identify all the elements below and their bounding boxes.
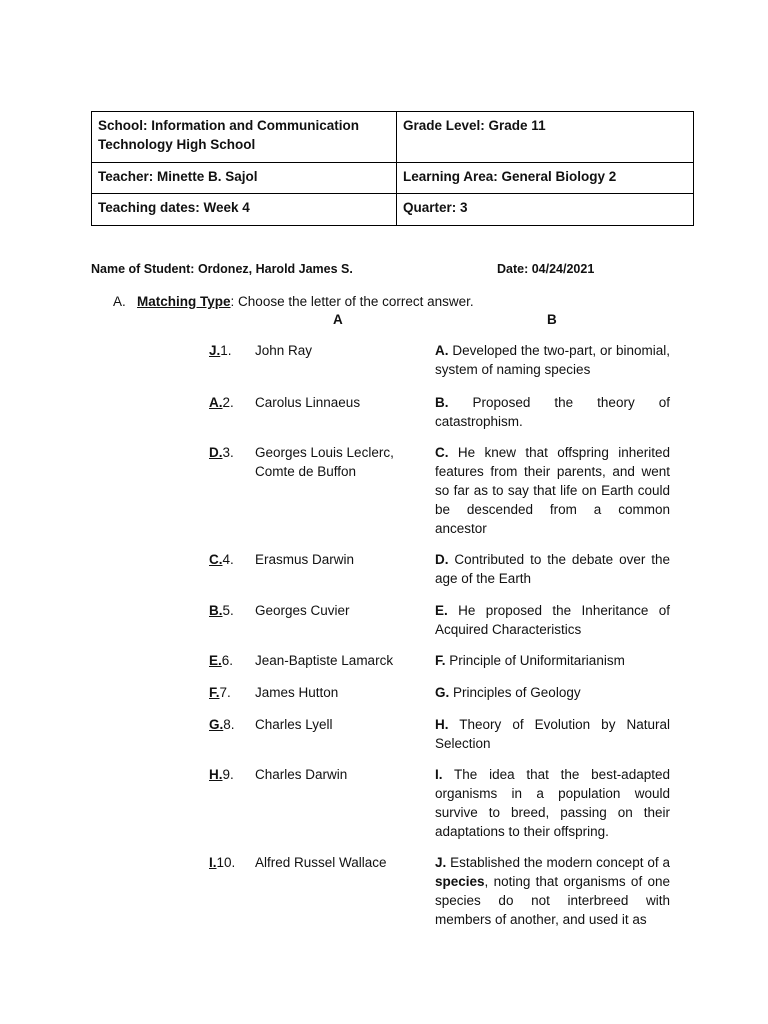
scientist-name: Alfred Russel Wallace (255, 855, 387, 870)
description-text: Theory of Evolution by Natural Selection (435, 717, 670, 751)
description-letter: C. (435, 445, 449, 460)
student-name: Name of Student: Ordonez, Harold James S. (91, 262, 353, 276)
answer-letter: B. (209, 603, 223, 618)
scientist-name: Charles Darwin (255, 767, 348, 782)
item-number: 7. (219, 685, 231, 700)
item-number: 5. (222, 603, 234, 618)
item-number: 9. (222, 767, 234, 782)
description (435, 550, 670, 588)
answer-letter: G. (209, 717, 224, 732)
scientist-name: John Ray (255, 343, 313, 358)
description (435, 765, 670, 841)
learning-area-cell: Learning Area: General Biology 2 (397, 163, 694, 194)
description-keyword: species (435, 874, 485, 889)
grade-level-cell: Grade Level: Grade 11 (397, 112, 694, 163)
description-letter: D. (435, 552, 449, 567)
description-letter: I. (435, 767, 443, 782)
scientist-name: Erasmus Darwin (255, 552, 355, 567)
item-number: 4. (222, 552, 234, 567)
description-letter: B. (435, 395, 449, 410)
section-instruction: : Choose the letter of the correct answer. (230, 294, 474, 309)
section-marker: A. (113, 294, 126, 309)
teaching-dates-cell: Teaching dates: Week 4 (92, 194, 397, 226)
section-heading (113, 294, 474, 309)
description (435, 341, 670, 379)
description-text: Developed the two-part, or binomial, system of naming species (435, 343, 670, 377)
description (435, 393, 670, 431)
item-number: 3. (222, 445, 234, 460)
column-b-heading: B (547, 312, 557, 327)
school-cell: School: Information and Communication Technology High School (92, 112, 397, 163)
description-text: Principles of Geology (449, 685, 581, 700)
section-title: Matching Type (137, 294, 231, 309)
answer-letter: F. (209, 685, 220, 700)
description-letter: A. (435, 343, 449, 358)
description-letter: F. (435, 653, 446, 668)
answer-letter: I. (209, 855, 217, 870)
item-number: 8. (223, 717, 235, 732)
description-text: He knew that offspring inherited features from their parents, and went so far as to say that life on Earth could be descended from a common ancestor (435, 445, 670, 536)
answer-letter: A. (209, 395, 223, 410)
description-text: Principle of Uniformitarianism (445, 653, 625, 668)
description (435, 683, 670, 702)
description-text: Contributed to the debate over the age of the Earth (435, 552, 670, 586)
description-letter: J. (435, 855, 447, 870)
description-letter: E. (435, 603, 448, 618)
description (435, 443, 670, 538)
item-number: 6. (221, 653, 234, 668)
scientist-name: Charles Lyell (255, 717, 333, 732)
answer-letter: H. (209, 767, 223, 782)
description-letter: H. (435, 717, 449, 732)
description-text: Proposed the theory of catastrophism. (435, 395, 670, 429)
scientist-name: James Hutton (255, 685, 339, 700)
scientist-name: Carolus Linnaeus (255, 395, 361, 410)
answer-letter: D. (209, 445, 223, 460)
description-text: He proposed the Inheritance of Acquired Characteristics (435, 603, 670, 637)
teacher-cell: Teacher: Minette B. Sajol (92, 163, 397, 194)
description-text-end: , noting that organisms of one species do not interbreed with members of another, and used it as (435, 874, 670, 927)
scientist-name: Georges Cuvier (255, 603, 350, 618)
student-date: Date: 04/24/2021 (497, 262, 595, 276)
answer-letter: J. (209, 343, 221, 358)
scientist-name: Georges Louis Leclerc, Comte de Buffon (255, 445, 394, 479)
item-number: 10. (216, 855, 236, 870)
scientist-name: Jean-Baptiste Lamarck (255, 653, 394, 668)
answer-letter: C. (209, 552, 223, 567)
answer-letter: E. (209, 653, 222, 668)
column-a-heading: A (333, 312, 343, 327)
description (435, 853, 670, 929)
description (435, 715, 670, 753)
description (435, 651, 670, 670)
quarter-cell: Quarter: 3 (397, 194, 694, 226)
description-letter: G. (435, 685, 450, 700)
item-number: 1. (220, 343, 232, 358)
description-text-start: Established the modern concept of a (446, 855, 670, 870)
item-number: 2. (222, 395, 234, 410)
description-text: The idea that the best-adapted organisms in a population would survive to breed, passing on their adaptations to their offspring. (435, 767, 670, 839)
header-table (91, 111, 694, 226)
description (435, 601, 670, 639)
